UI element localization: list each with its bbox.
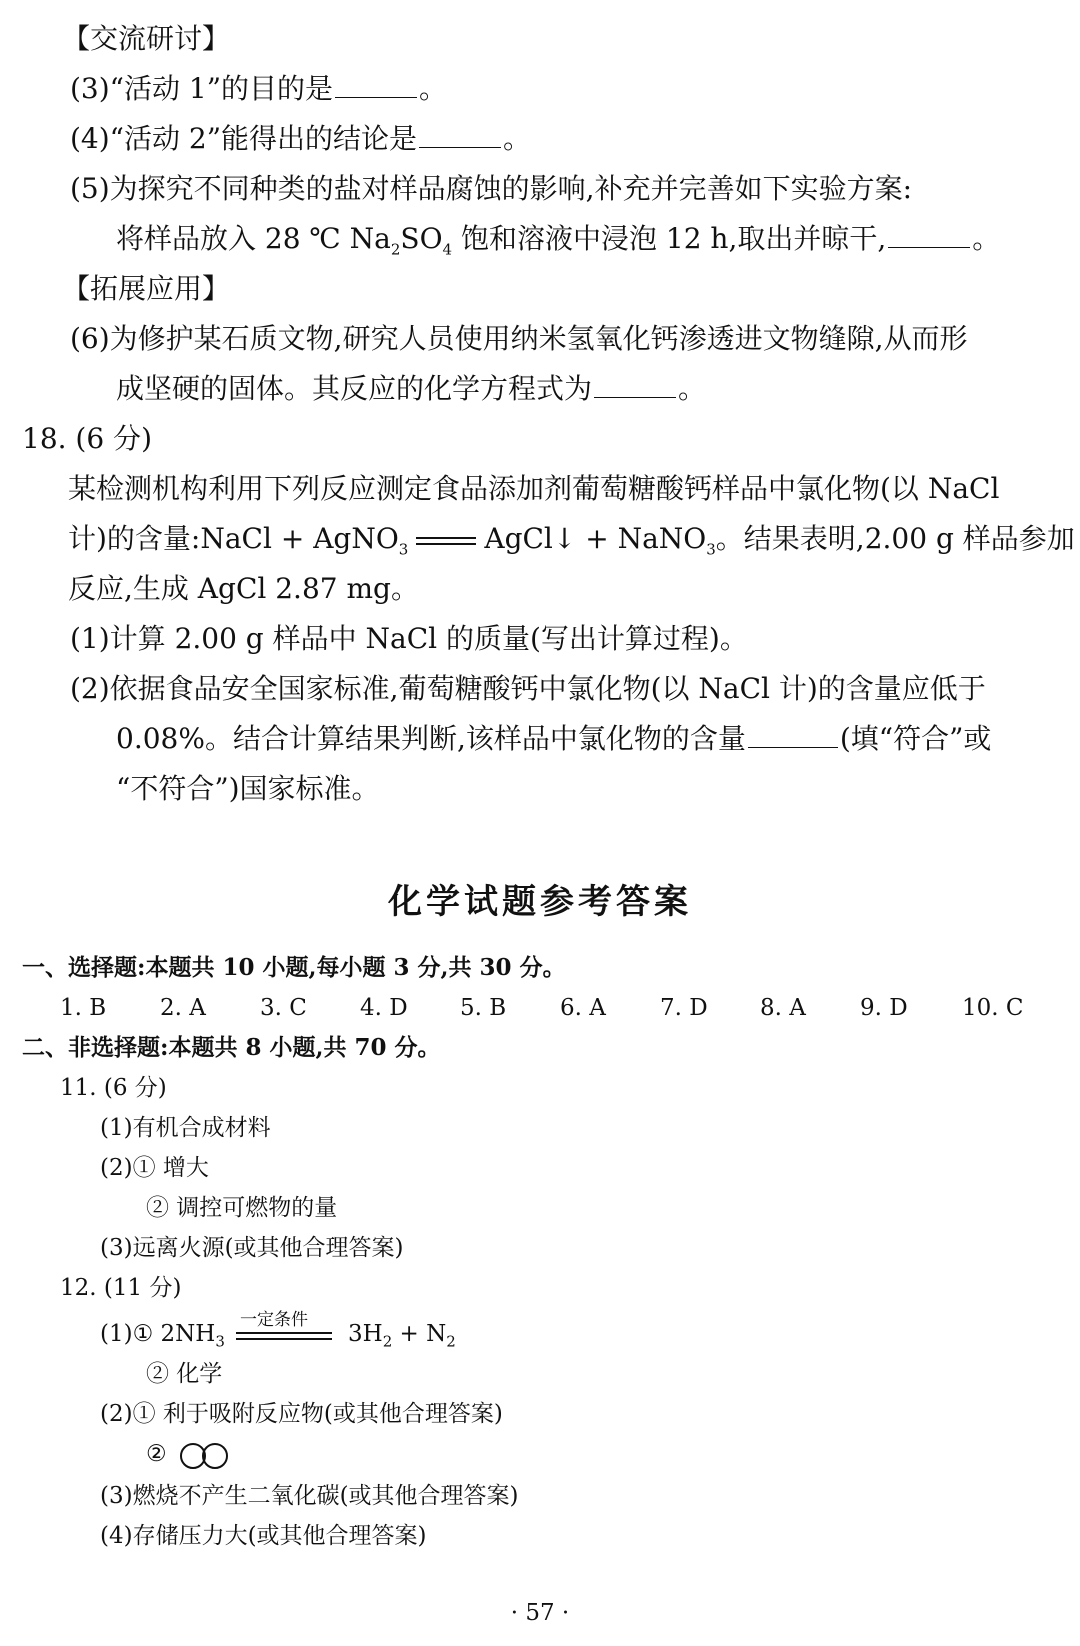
equals-arrow <box>416 537 476 545</box>
mc-answer: 2. A <box>160 995 206 1021</box>
mc-answer: 10. C <box>962 995 1024 1021</box>
equals-arrow <box>236 1332 332 1340</box>
eq-lhs: (1)① 2NH <box>100 1321 216 1347</box>
mc-answer: 4. D <box>360 995 408 1021</box>
atom-circle <box>202 1443 228 1469</box>
q12-sub4: (4)存储压力大(或其他合理答案) <box>100 1523 427 1549</box>
q11-sub2: (2)① 增大 <box>100 1155 209 1181</box>
q17-sub4-text: (4)“活动 2”能得出的结论是 <box>70 122 418 155</box>
q18-sub2-c: “不符合”)国家标准。 <box>116 772 380 805</box>
q18-eq-b: AgCl↓ + NaNO <box>484 522 707 555</box>
q17-sub4-end: 。 <box>503 122 532 155</box>
section1-heading: 一、选择题:本题共 10 小题,每小题 3 分,共 30 分。 <box>22 954 566 981</box>
q12-sub1b: ② 化学 <box>146 1361 223 1387</box>
q18-number: 18. (6 分) <box>22 422 152 455</box>
q18-eq-c: 。结果表明,2.00 g 样品参加 <box>715 522 1075 555</box>
q18-eq-sub-b: 3 <box>706 540 716 559</box>
reaction-condition: 一定条件 <box>240 1310 308 1330</box>
page-number: · 57 · <box>510 1600 570 1626</box>
plan-text-c: 饱和溶液中浸泡 12 h,取出并晾干, <box>452 222 887 255</box>
plan-text-b: SO <box>400 222 443 255</box>
q18-sub2: (2)依据食品安全国家标准,葡萄糖酸钙中氯化物(以 NaCl 计)的含量应低于 <box>70 672 986 705</box>
mc-answer: 3. C <box>260 995 307 1021</box>
mc-answer: 9. D <box>860 995 908 1021</box>
mc-answer: 8. A <box>760 995 806 1021</box>
answer-blank <box>419 125 501 148</box>
q11-number: 11. (6 分) <box>60 1075 167 1101</box>
q17-sub3 <box>70 72 447 106</box>
q17-sub5: (5)为探究不同种类的盐对样品腐蚀的影响,补充并完善如下实验方案: <box>70 172 912 205</box>
eq-rhs-sub-a: 2 <box>382 1332 393 1351</box>
answer-blank <box>748 725 838 748</box>
eq-rhs-b: + N <box>392 1321 447 1347</box>
mc-answer: 7. D <box>660 995 708 1021</box>
plan-text-a: 将样品放入 28 ℃ Na <box>116 222 391 255</box>
q12-sub1-rhs <box>348 1319 456 1357</box>
q18-para1: 某检测机构利用下列反应测定食品添加剂葡萄糖酸钙样品中氯化物(以 NaCl <box>68 472 1000 505</box>
eq-rhs-sub-b: 2 <box>446 1332 456 1351</box>
plan-sub-b: 4 <box>442 240 453 259</box>
q17-sub6-b-end: 。 <box>678 372 707 405</box>
q11-sub2b: ② 调控可燃物的量 <box>146 1195 338 1221</box>
section2-heading: 二、非选择题:本题共 8 小题,共 70 分。 <box>22 1034 441 1061</box>
q12-sub3: (3)燃烧不产生二氧化碳(或其他合理答案) <box>100 1483 519 1509</box>
q18-sub2-b-end: (填“符合”或 <box>839 722 992 755</box>
q17-sub6-b-text: 成坚硬的固体。其反应的化学方程式为 <box>116 372 593 405</box>
q18-para2 <box>68 522 1075 567</box>
q18-sub2-b <box>116 722 991 756</box>
q18-sub1: (1)计算 2.00 g 样品中 NaCl 的质量(写出计算过程)。 <box>70 622 748 655</box>
q12-sub1-lhs <box>100 1319 225 1357</box>
q17-sub5-plan <box>116 222 1000 267</box>
eq-rhs-a: 3H <box>348 1321 383 1347</box>
q17-sub3-text: (3)“活动 1”的目的是 <box>70 72 334 105</box>
mc-answer: 6. A <box>560 995 606 1021</box>
q12-sub2b-label: ② <box>146 1441 167 1467</box>
mc-answer: 1. B <box>60 995 107 1021</box>
q17-sub3-end: 。 <box>419 72 448 105</box>
q17-sub6-b <box>116 372 706 406</box>
q11-sub3: (3)远离火源(或其他合理答案) <box>100 1235 404 1261</box>
answer-key-title: 化学试题参考答案 <box>388 882 692 922</box>
q11-sub1: (1)有机合成材料 <box>100 1115 271 1141</box>
plan-sub-a: 2 <box>390 240 401 259</box>
answer-blank <box>888 225 970 248</box>
molecule-diagram <box>180 1440 224 1470</box>
heading-extend: 【拓展应用】 <box>62 272 231 305</box>
q12-sub2: (2)① 利于吸附反应物(或其他合理答案) <box>100 1401 503 1427</box>
heading-discuss: 【交流研讨】 <box>62 22 231 55</box>
answer-blank <box>594 375 676 398</box>
q18-para3: 反应,生成 AgCl 2.87 mg。 <box>68 572 419 605</box>
mc-answer: 5. B <box>460 995 507 1021</box>
q12-sub2b <box>146 1439 224 1470</box>
q18-eq-a: 计)的含量:NaCl + AgNO <box>68 522 399 555</box>
answer-blank <box>335 75 417 98</box>
q12-number: 12. (11 分) <box>60 1275 182 1301</box>
q17-sub6: (6)为修护某石质文物,研究人员使用纳米氢氧化钙渗透进文物缝隙,从而形 <box>70 322 968 355</box>
q18-eq-sub-a: 3 <box>398 540 409 559</box>
q17-sub4 <box>70 122 531 156</box>
plan-end: 。 <box>972 222 1001 255</box>
q18-sub2-b-text: 0.08%。结合计算结果判断,该样品中氯化物的含量 <box>116 722 746 755</box>
eq-lhs-sub: 3 <box>215 1332 225 1351</box>
